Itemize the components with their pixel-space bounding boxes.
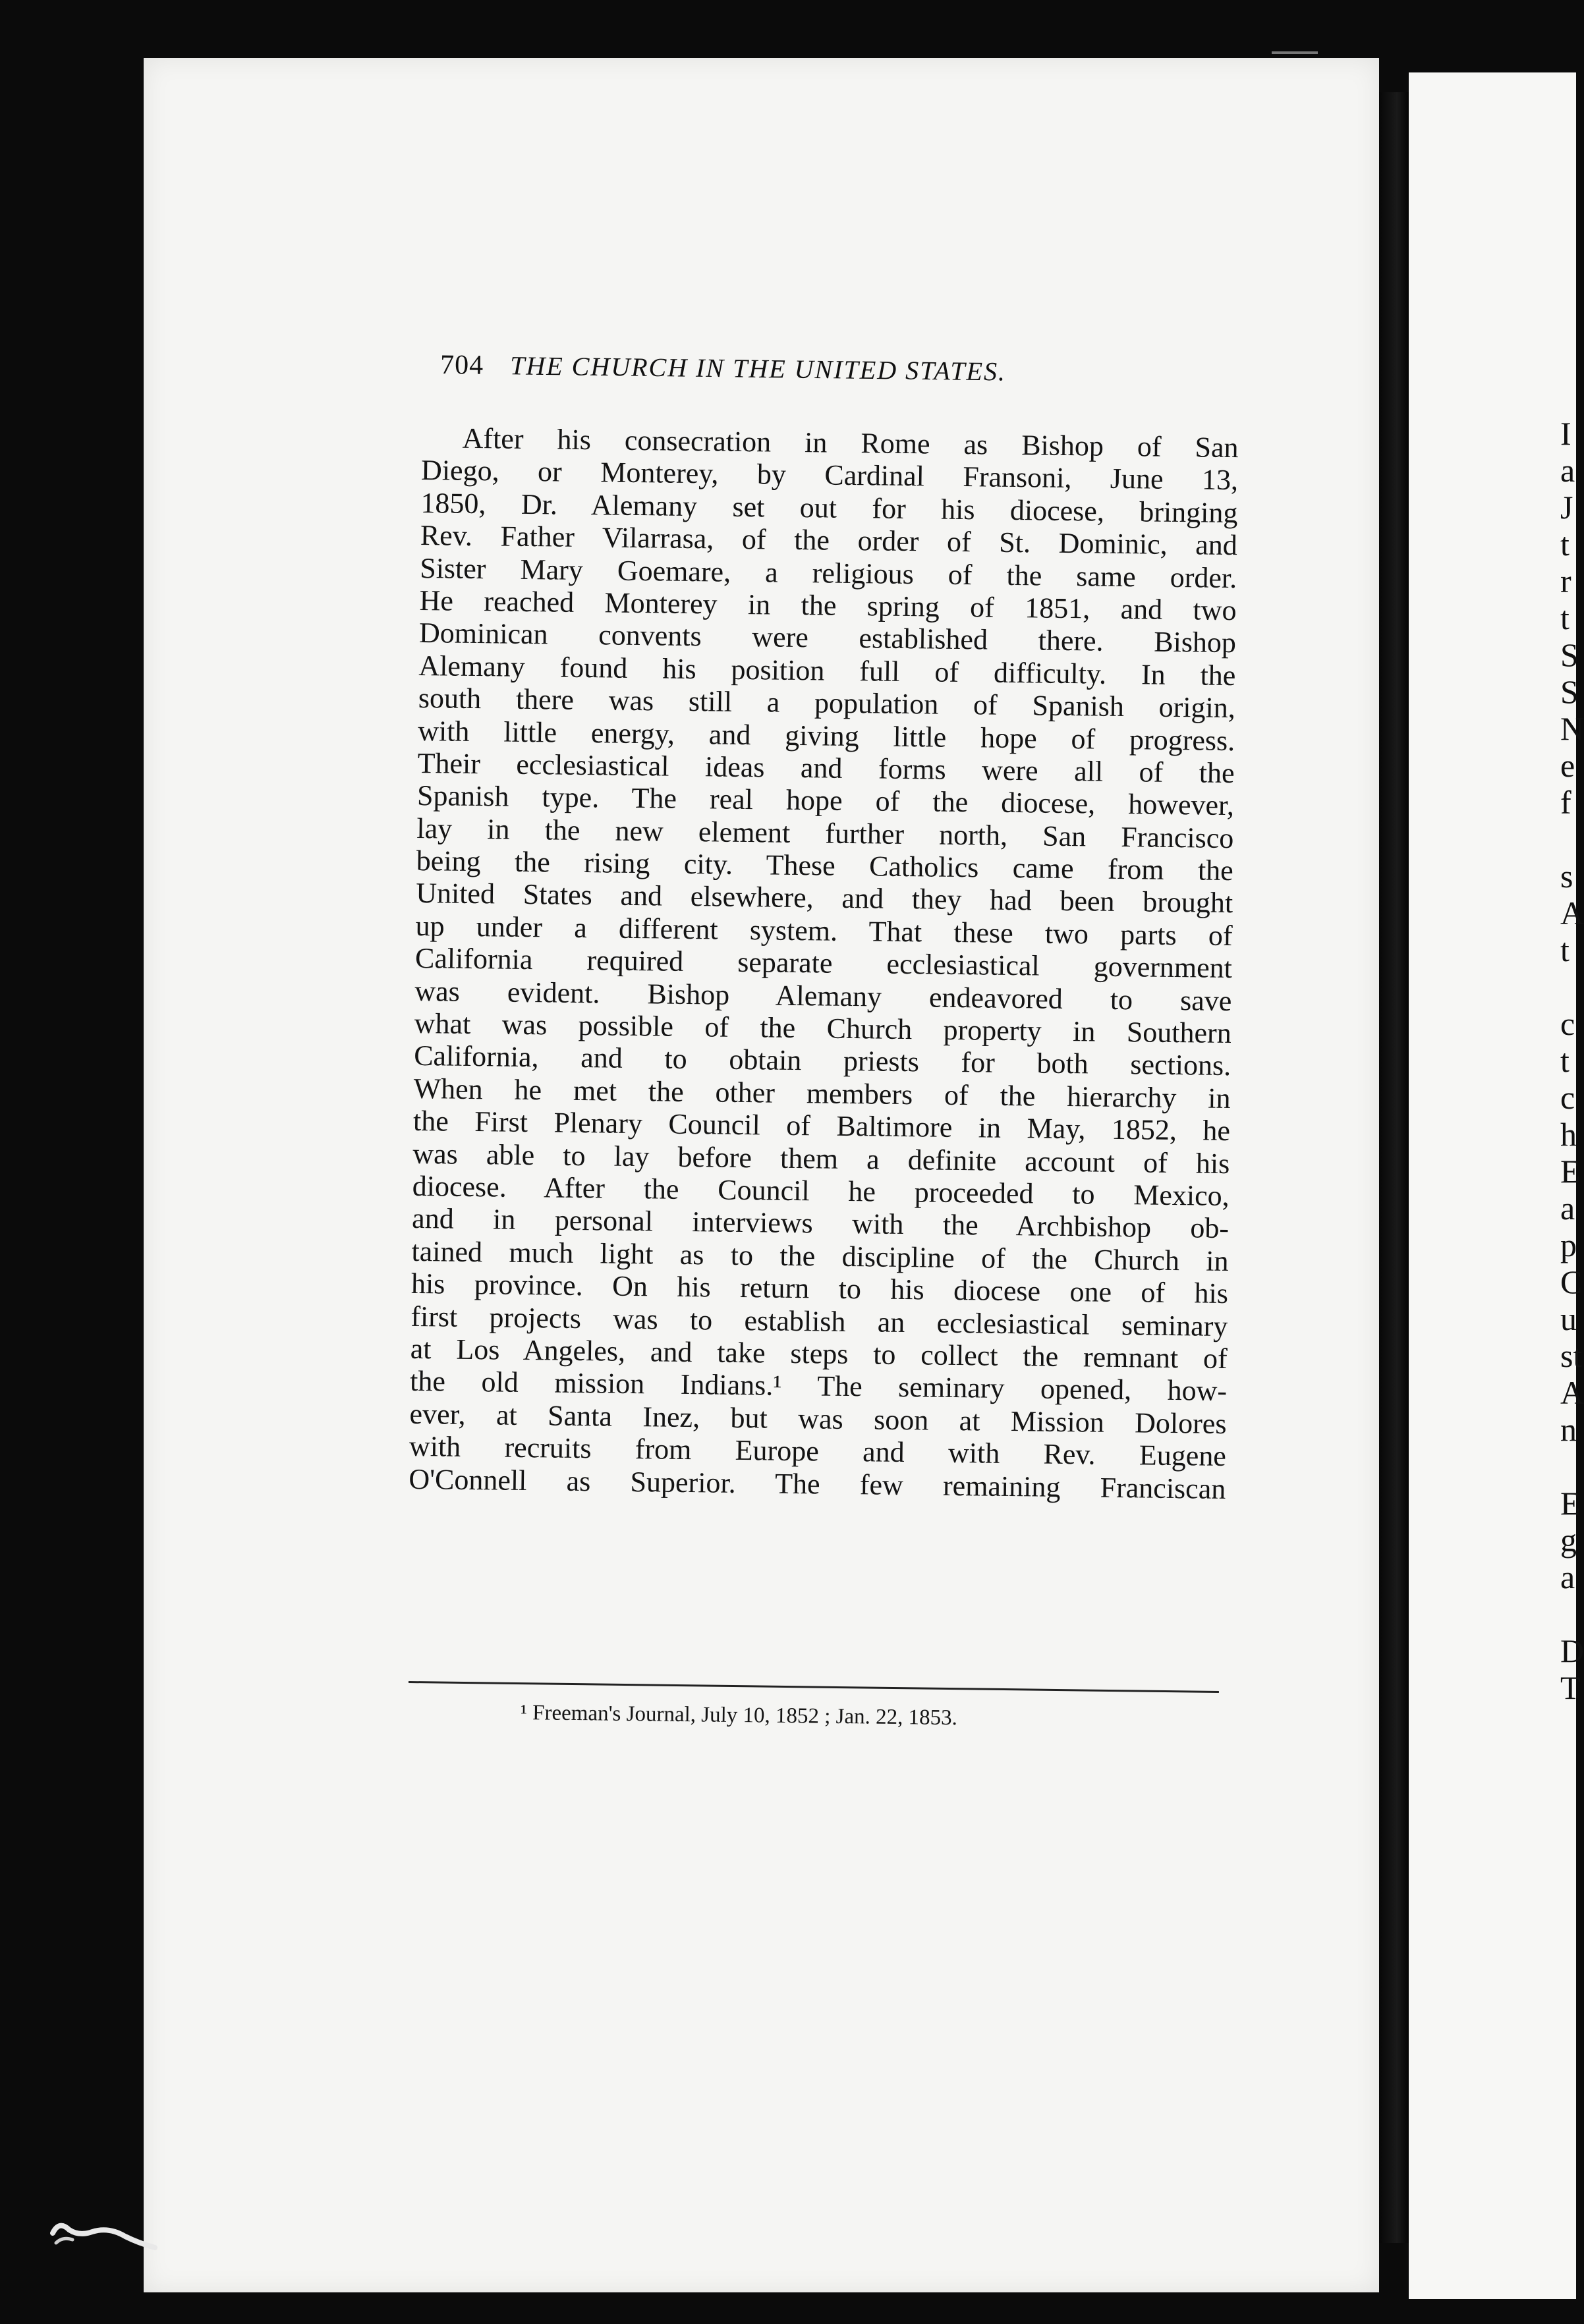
edge-letter: t <box>1560 1042 1570 1079</box>
text-line: what was possible of the Church property in Southern <box>414 1007 1232 1050</box>
text-line: south there was still a population of Spanish origin, <box>418 682 1236 725</box>
edge-letter: p <box>1560 1227 1577 1263</box>
text-line: was evident. Bishop Alemany endeavored to save <box>414 974 1232 1017</box>
text-line: Their ecclesiastical ideas and forms were all of the <box>417 746 1235 790</box>
edge-letter: n <box>1560 1411 1577 1448</box>
text-line: first projects was to establish an ecclesiastical seminary <box>410 1300 1228 1342</box>
text-line: He reached Monterey in the spring of 1851, and two <box>419 584 1237 627</box>
edge-letter: E <box>1560 1153 1581 1190</box>
edge-letter <box>1560 1448 1576 1485</box>
book-page-right <box>1409 72 1584 2299</box>
edge-letter: a <box>1560 1559 1575 1595</box>
running-head: THE CHURCH IN THE UNITED STATES. <box>509 350 1007 387</box>
text-line: When he met the other members of the hierarchy in <box>413 1072 1231 1115</box>
body-text <box>409 422 1239 1505</box>
edge-letter: T <box>1560 1669 1581 1706</box>
edge-letter <box>1560 821 1576 858</box>
edge-letter: a <box>1560 1190 1575 1227</box>
edge-letter <box>1560 968 1576 1005</box>
footnote: ¹ Freeman's Journal, July 10, 1852 ; Jan. 22, 1853. <box>520 1701 958 1730</box>
text-line: being the rising city. These Catholics came from the <box>416 844 1234 887</box>
text-line: tained much light as to the discipline of the Church in <box>411 1234 1229 1277</box>
text-line: the First Plenary Council of Baltimore in May, 1852, he <box>412 1105 1231 1148</box>
edge-letter: S <box>1560 636 1579 673</box>
edge-letter: st <box>1560 1337 1583 1374</box>
edge-letter: e <box>1560 747 1575 784</box>
page-number: 704 <box>439 350 484 381</box>
text-line: Alemany found his position full of difficulty. In the <box>418 649 1236 692</box>
edge-letter: c <box>1560 1079 1575 1116</box>
edge-letter: t <box>1560 526 1570 563</box>
right-page-edge-text <box>1560 415 1584 1706</box>
text-line: was able to lay before them a definite account of his <box>412 1137 1230 1180</box>
edge-letter: t <box>1560 599 1570 636</box>
text-line: United States and elsewhere, and they had been brought <box>415 877 1233 920</box>
text-line: California, and to obtain priests for both sections. <box>413 1039 1231 1082</box>
text-line: diocese. After the Council he proceeded to Mexico, <box>412 1169 1230 1213</box>
text-line: up under a different system. That these two parts of <box>415 909 1233 952</box>
text-line: at Los Angeles, and take steps to collect the remnant of <box>410 1332 1228 1375</box>
edge-letter: h <box>1560 1116 1577 1153</box>
edge-letter: s <box>1560 858 1573 895</box>
book-gutter <box>1379 92 1409 2243</box>
text-line: O'Connell as Superior. The few remaining Franciscan <box>409 1462 1226 1505</box>
text-line: California required separate ecclesiastical government <box>414 942 1233 985</box>
edge-letter: D <box>1560 1632 1584 1669</box>
edge-letter: N <box>1560 710 1584 747</box>
scan-smudge-mark <box>46 2207 165 2259</box>
text-line: Spanish type. The real hope of the diocese, however, <box>416 779 1235 822</box>
edge-letter: E <box>1560 1485 1581 1522</box>
text-line: ever, at Santa Inez, but was soon at Mission Dolores <box>409 1397 1227 1440</box>
text-line: the old mission Indians.¹ The seminary opened, how- <box>409 1365 1228 1408</box>
edge-letter: f <box>1560 784 1571 821</box>
scan-edge-mark <box>1272 51 1318 54</box>
text-line: Sister Mary Goemare, a religious of the same order. <box>419 551 1237 594</box>
edge-letter: a <box>1560 452 1575 489</box>
text-line: with recruits from Europe and with Rev. Eugene <box>409 1429 1227 1473</box>
text-line: with little energy, and giving little hope of progress. <box>417 714 1235 757</box>
edge-letter: J <box>1560 489 1573 526</box>
edge-letter: u <box>1560 1300 1577 1337</box>
edge-letter <box>1560 1595 1576 1632</box>
text-line: lay in the new element further north, San Francisco <box>416 812 1234 854</box>
text-line: and in personal interviews with the Archbishop ob- <box>411 1202 1230 1245</box>
text-line: Diego, or Monterey, by Cardinal Fransoni, June 13, <box>420 454 1239 497</box>
edge-letter: I <box>1560 415 1571 452</box>
edge-letter: S <box>1560 673 1579 710</box>
text-line: his province. On his return to his diocese one of his <box>410 1267 1229 1310</box>
text-line: Dominican convents were established there. Bishop <box>418 617 1237 659</box>
edge-letter: A <box>1560 1374 1584 1411</box>
edge-letter: A <box>1560 895 1584 931</box>
page-header <box>440 349 1166 404</box>
text-line: Rev. Father Vilarrasa, of the order of St. Dominic, and <box>420 519 1238 562</box>
text-line: After his consecration in Rome as Bishop of San <box>462 422 1239 464</box>
text-line: 1850, Dr. Alemany set out for his diocese, bringing <box>420 486 1238 529</box>
edge-letter: C <box>1560 1263 1583 1300</box>
edge-letter: g <box>1560 1522 1577 1559</box>
edge-letter: c <box>1560 1005 1575 1042</box>
edge-letter: r <box>1560 563 1571 599</box>
edge-letter: t <box>1560 931 1570 968</box>
